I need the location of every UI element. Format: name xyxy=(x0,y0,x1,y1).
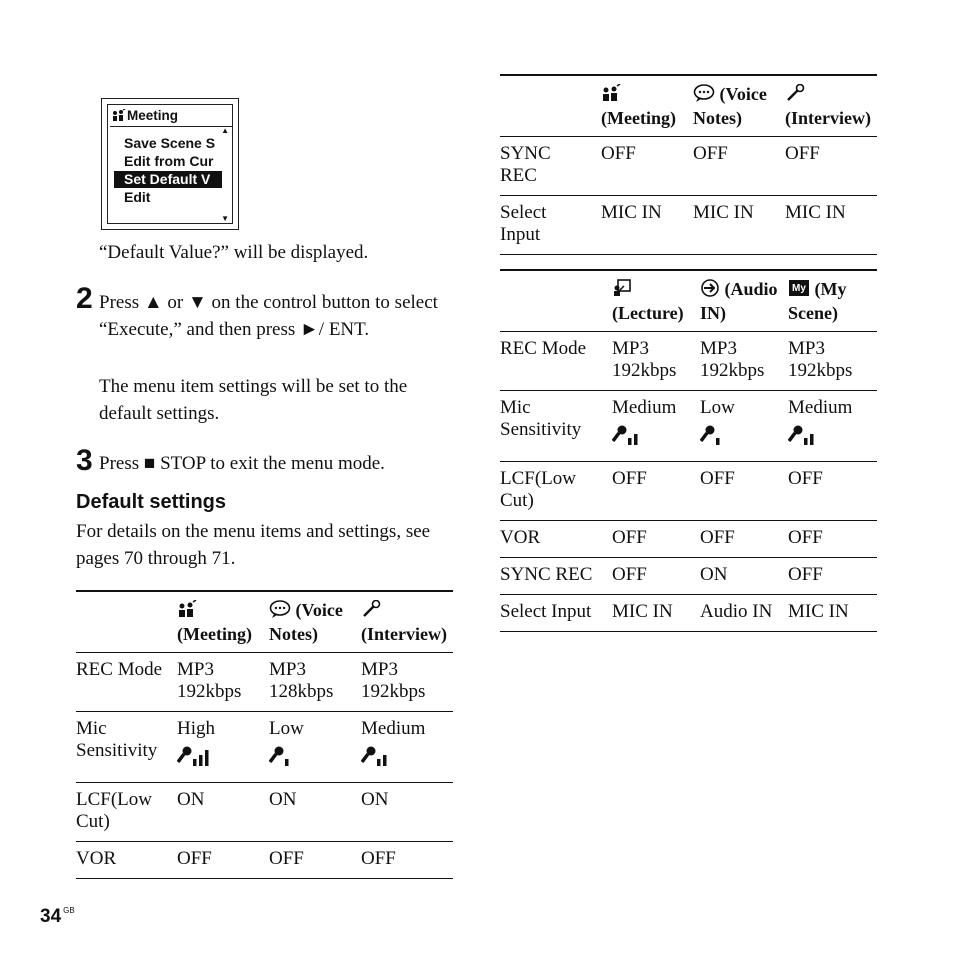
page-number-value: 34 xyxy=(40,906,62,927)
voice-notes-scene-icon xyxy=(269,600,291,623)
table-cell: MIC IN xyxy=(693,196,785,255)
voice-notes-scene-icon xyxy=(693,84,715,107)
table-cell: OFF xyxy=(601,137,693,196)
table-header-interview xyxy=(785,75,877,137)
row-label: Mic Sensitivity xyxy=(500,391,612,462)
table-cell: MP3 192kbps xyxy=(177,653,269,712)
svg-text:My: My xyxy=(792,283,806,294)
row-label: VOR xyxy=(76,842,177,879)
table-cell: OFF xyxy=(788,462,877,521)
table-cell: MIC IN xyxy=(788,595,877,632)
table-header-row xyxy=(500,75,877,137)
row-label: Select Input xyxy=(500,595,612,632)
table-cell: OFF xyxy=(700,462,788,521)
table-row xyxy=(500,196,877,255)
table-row xyxy=(76,653,453,712)
default-settings-table-right-top xyxy=(500,74,877,255)
row-label: SYNC REC xyxy=(500,137,601,196)
table-header-lecture xyxy=(612,270,700,332)
table-cell: OFF xyxy=(785,137,877,196)
step2-instruction: Press ▲ or ▼ on the control button to select “Execute,” and then press ►/ ENT. xyxy=(99,292,438,340)
default-settings-table-left xyxy=(76,590,453,879)
table-cell: OFF xyxy=(612,462,700,521)
table-cell: OFF xyxy=(177,842,269,879)
row-label: LCF(Low Cut) xyxy=(76,783,177,842)
table-header-label: (My Scene) xyxy=(788,279,847,323)
mic-low-icon xyxy=(269,746,361,774)
table-header-meeting xyxy=(177,591,269,653)
lecture-scene-icon xyxy=(612,279,632,302)
table-cell: OFF xyxy=(700,521,788,558)
table-header-empty xyxy=(76,591,177,653)
table-row xyxy=(500,332,877,391)
table-cell: OFF xyxy=(269,842,361,879)
cell-text: Medium xyxy=(612,397,677,418)
table-cell xyxy=(177,712,269,783)
table-cell: ON xyxy=(361,783,453,842)
row-label: SYNC REC xyxy=(500,558,612,595)
step1-result: “Default Value?” will be displayed. xyxy=(99,242,369,263)
table-header-label: (Audio IN) xyxy=(700,279,778,323)
audio-in-scene-icon xyxy=(700,279,720,302)
table-cell xyxy=(788,391,877,462)
table-row xyxy=(76,842,453,879)
section-heading: Default settings xyxy=(76,491,227,513)
table-header-label: (Interview) xyxy=(785,108,871,128)
table-cell: Audio IN xyxy=(700,595,788,632)
table-cell: OFF xyxy=(612,558,700,595)
table-cell: MIC IN xyxy=(612,595,700,632)
table-header-label: (Voice Notes) xyxy=(693,84,767,128)
interview-scene-icon xyxy=(361,600,381,623)
table-header-empty xyxy=(500,270,612,332)
cell-text: Low xyxy=(269,718,304,739)
table-cell: ON xyxy=(269,783,361,842)
mic-medium-icon xyxy=(612,425,700,453)
screen-menu-item: Edit xyxy=(124,189,151,205)
row-label: Mic Sensitivity xyxy=(76,712,177,783)
device-screen-illustration xyxy=(101,98,239,230)
table-header-row xyxy=(76,591,453,653)
table-cell: MIC IN xyxy=(785,196,877,255)
table-row xyxy=(500,558,877,595)
mic-high-icon xyxy=(177,746,269,774)
row-label: Select Input xyxy=(500,196,601,255)
table-cell xyxy=(612,391,700,462)
table-header-meeting xyxy=(601,75,693,137)
table-header-interview xyxy=(361,591,453,653)
table-header-voice-notes xyxy=(269,591,361,653)
screen-title-bar xyxy=(110,107,232,127)
row-label: REC Mode xyxy=(500,332,612,391)
screen-menu-item: Save Scene S xyxy=(124,135,216,151)
table-cell xyxy=(700,391,788,462)
cell-text: Low xyxy=(700,397,735,418)
table-cell: MP3 192kbps xyxy=(361,653,453,712)
table-row xyxy=(500,595,877,632)
my-scene-icon xyxy=(788,279,810,302)
screen-display xyxy=(107,104,233,224)
table-row xyxy=(76,783,453,842)
step-number: 2 xyxy=(76,282,93,315)
step2-result: The menu item settings will be set to the default settings. xyxy=(99,376,408,424)
table-cell: ON xyxy=(700,558,788,595)
default-settings-table-right-bottom xyxy=(500,269,877,632)
scroll-up-icon: ▲ xyxy=(221,126,229,135)
meeting-scene-icon xyxy=(112,109,126,127)
cell-text: Medium xyxy=(788,397,853,418)
table-header-row xyxy=(500,270,877,332)
table-cell: OFF xyxy=(788,521,877,558)
table-cell: OFF xyxy=(612,521,700,558)
table-row xyxy=(76,712,453,783)
meeting-scene-icon xyxy=(177,600,197,623)
table-cell: MP3 192kbps xyxy=(700,332,788,391)
screen-title: Meeting xyxy=(127,108,179,123)
row-label: VOR xyxy=(500,521,612,558)
table-header-empty xyxy=(500,75,601,137)
interview-scene-icon xyxy=(785,84,805,107)
scroll-down-icon: ▼ xyxy=(221,214,229,223)
meeting-scene-icon xyxy=(601,84,621,107)
cell-text: Medium xyxy=(361,718,426,739)
row-label: LCF(Low Cut) xyxy=(500,462,612,521)
cell-text: High xyxy=(177,718,215,739)
table-header-audio-in xyxy=(700,270,788,332)
table-row xyxy=(500,521,877,558)
step-number: 3 xyxy=(76,444,93,477)
table-header-label: (Lecture) xyxy=(612,303,684,323)
table-header-voice-notes xyxy=(693,75,785,137)
section-intro: For details on the menu items and settings, see pages 70 through 71. xyxy=(76,521,431,569)
table-row xyxy=(500,137,877,196)
table-header-label: (Interview) xyxy=(361,624,447,644)
table-cell: OFF xyxy=(361,842,453,879)
mic-medium-icon xyxy=(788,425,877,453)
screen-menu-item: Edit from Cur xyxy=(124,153,214,169)
table-cell: MP3 192kbps xyxy=(612,332,700,391)
page-number xyxy=(40,906,75,928)
table-cell: ON xyxy=(177,783,269,842)
table-cell xyxy=(269,712,361,783)
table-header-my-scene xyxy=(788,270,877,332)
table-row xyxy=(500,391,877,462)
table-cell: MIC IN xyxy=(601,196,693,255)
table-cell: OFF xyxy=(788,558,877,595)
row-label: REC Mode xyxy=(76,653,177,712)
table-cell: MP3 192kbps xyxy=(788,332,877,391)
table-cell: OFF xyxy=(693,137,785,196)
table-row xyxy=(500,462,877,521)
step3-instruction: Press ■ STOP to exit the menu mode. xyxy=(99,453,385,474)
page-region-code: GB xyxy=(63,906,75,915)
table-cell: MP3 128kbps xyxy=(269,653,361,712)
screen-menu-item-selected: Set Default V xyxy=(114,171,222,188)
mic-medium-icon xyxy=(361,746,453,774)
mic-low-icon xyxy=(700,425,788,453)
table-header-label: (Meeting) xyxy=(601,108,676,128)
table-cell xyxy=(361,712,453,783)
table-header-label: (Voice Notes) xyxy=(269,600,343,644)
table-header-label: (Meeting) xyxy=(177,624,252,644)
